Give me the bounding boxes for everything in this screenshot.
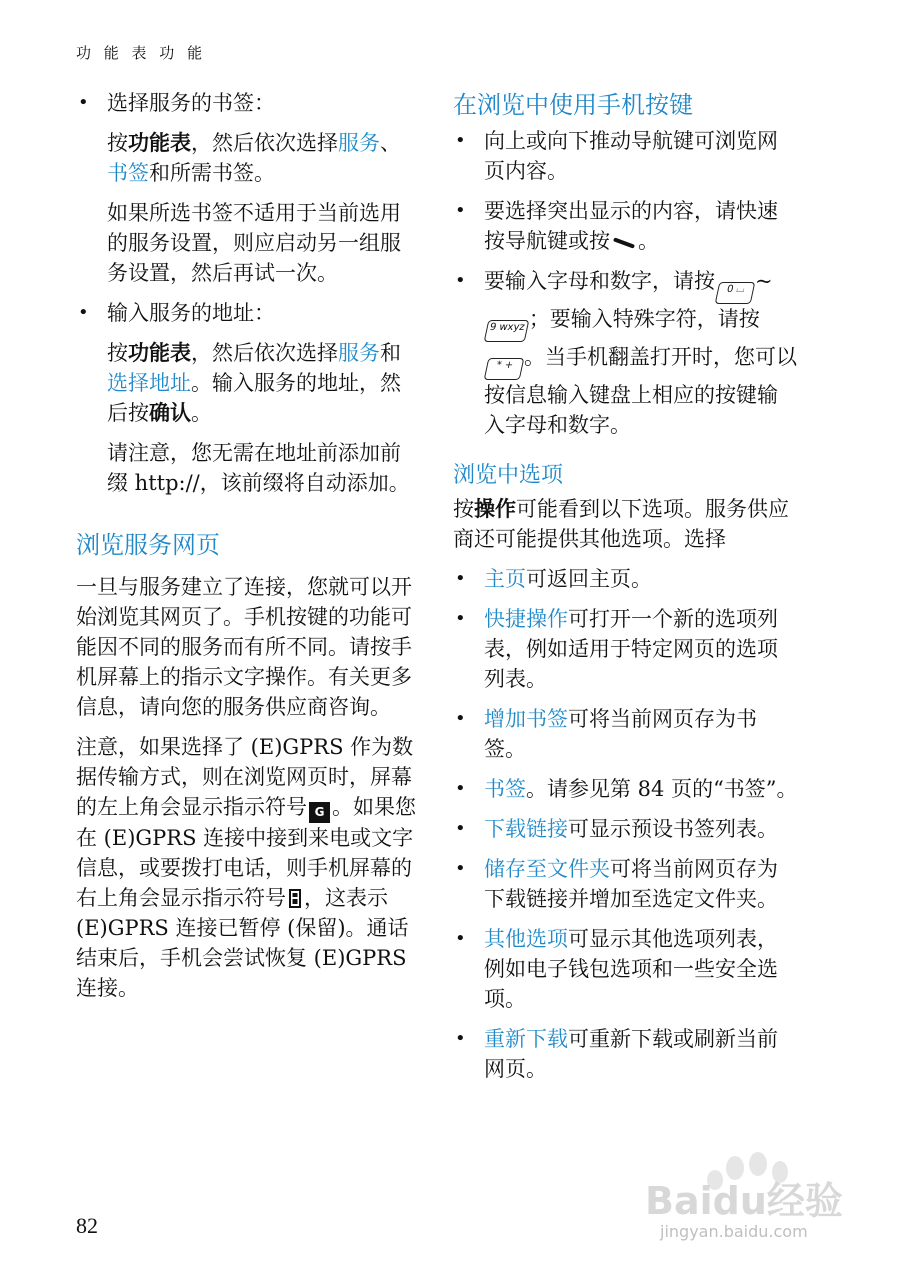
text: 注意，如果选择了 (E)GPRS 作为数据传输方式，则在浏览网页时，屏幕的左上角会显示指示符号 (76, 735, 414, 819)
text: ，这表示 (E)GPRS 连接已暂停 (保留)。通话结束后，手机会尝试恢复 (E)GPRS 连接。 (76, 886, 409, 1000)
text: ，然后依次选择 (191, 341, 338, 365)
option-other-options (453, 924, 798, 1014)
option-reload (453, 1024, 798, 1084)
text: 可返回主页。 (526, 567, 652, 591)
option-link[interactable]: 重新下载 (484, 1027, 568, 1051)
running-header: 功 能 表 功 能 (76, 44, 207, 62)
menu-link-services[interactable]: 服务 (338, 131, 380, 155)
menu-link-services[interactable]: 服务 (338, 341, 380, 365)
text: 按 (107, 131, 128, 155)
menu-link-bookmarks[interactable]: 书签 (107, 161, 149, 185)
text: 和所需书签。 (149, 161, 275, 185)
menu-term: 功能表 (128, 130, 191, 155)
bookmark-note: 如果所选书签不适用于当前选用的服务设置，则应启动另一组服务设置，然后再试一次。 (107, 201, 401, 285)
baidu-watermark (620, 1150, 860, 1260)
section-title-keys: 在浏览中使用手机按键 (453, 91, 693, 119)
text: 可显示预设书签列表。 (568, 817, 778, 841)
gprs-note-paragraph (76, 732, 418, 1003)
watermark-brand: Baidu经验 (645, 1179, 843, 1223)
text: 。 (191, 401, 212, 425)
text: 向上或向下推动导航键可浏览网页内容。 (484, 129, 778, 183)
option-add-bookmark (453, 704, 798, 764)
page-number: 82 (76, 1213, 98, 1238)
right-column (453, 88, 798, 1084)
bullet-select-bookmark (76, 88, 418, 118)
text: 、 (380, 131, 401, 155)
text: 。请参见第 84 页的“书签”。 (526, 777, 798, 801)
text: 可将当前网页存为下载链接并增加至选定文件夹。 (484, 857, 778, 911)
text: 按 (107, 341, 128, 365)
list-item (453, 266, 798, 440)
option-home (453, 564, 798, 594)
option-download-links (453, 814, 798, 844)
gprs-indicator-icon: G (309, 802, 330, 823)
menu-link-select-address[interactable]: 选择地址 (107, 371, 191, 395)
text: 要输入字母和数字，请按 (484, 269, 715, 293)
text: 。当手机翻盖打开时，您可以按信息输入键盘上相应的按键输入字母和数字。 (484, 345, 797, 437)
operation-term: 操作 (474, 496, 516, 521)
option-link[interactable]: 书签 (484, 777, 526, 801)
bullet-enter-address (76, 298, 418, 328)
key-9-icon: 9 wxyz (484, 320, 529, 342)
text: 。输入服务的地址，然后按 (107, 371, 401, 425)
watermark-url: jingyan.baidu.com (660, 1222, 808, 1241)
gprs-hold-indicator-icon (289, 889, 301, 908)
option-bookmarks (453, 774, 798, 804)
option-link[interactable]: 快捷操作 (484, 607, 568, 631)
confirm-term: 确认 (149, 400, 191, 425)
softkey-icon (613, 237, 635, 248)
text: ；要输入特殊字符，请按 (528, 307, 760, 331)
text: 按 (453, 497, 474, 521)
section-title-browse: 浏览服务网页 (76, 531, 220, 559)
text: ，然后依次选择 (191, 131, 338, 155)
instruction-select-bookmark (76, 128, 418, 188)
text: 可显示其他选项列表，例如电子钱包选项和一些安全选项。 (484, 927, 778, 1011)
key-star-icon: * + (484, 358, 525, 380)
options-intro (453, 494, 798, 554)
bullet-label: 输入服务的地址： (107, 301, 275, 325)
browse-intro-paragraph: 一旦与服务建立了连接，您就可以开始浏览其网页了。手机按键的功能可能因不同的服务而有所不同。请按手机屏幕上的指示文字操作。有关更多信息，请向您的服务供应商咨询。 (76, 575, 412, 719)
option-shortcuts (453, 604, 798, 694)
option-link[interactable]: 主页 (484, 567, 526, 591)
text: 和 (380, 341, 401, 365)
text: 。 (638, 229, 659, 253)
option-link[interactable]: 储存至文件夹 (484, 857, 610, 881)
instruction-enter-address (76, 338, 418, 428)
list-item (453, 126, 798, 186)
list-item (453, 196, 798, 256)
option-link[interactable]: 其他选项 (484, 927, 568, 951)
option-link[interactable]: 下载链接 (484, 817, 568, 841)
text: ~ (755, 269, 773, 293)
text: 可打开一个新的选项列表，例如适用于特定网页的选项列表。 (484, 607, 778, 691)
left-column (76, 88, 418, 1003)
key-0-icon: 0 ⌴ (715, 282, 756, 304)
text: 要选择突出显示的内容，请快速按导航键或按 (484, 199, 778, 253)
text: 。如果您在 (E)GPRS 连接中接到来电或文字信息，或要拨打电话，则手机屏幕的右上角会显示指示符号 (76, 795, 416, 910)
option-link[interactable]: 增加书签 (484, 707, 568, 731)
menu-term: 功能表 (128, 340, 191, 365)
option-save-to-folder (453, 854, 798, 914)
section-title-options: 浏览中选项 (453, 463, 564, 488)
prefix-note: 请注意，您无需在地址前添加前缀 http://，该前缀将自动添加。 (107, 441, 410, 495)
bullet-label: 选择服务的书签： (107, 91, 275, 115)
text: 可将当前网页存为书签。 (484, 707, 757, 761)
text: 可能看到以下选项。服务供应商还可能提供其他选项。选择 (453, 497, 789, 551)
text: 可重新下载或刷新当前网页。 (484, 1027, 778, 1081)
